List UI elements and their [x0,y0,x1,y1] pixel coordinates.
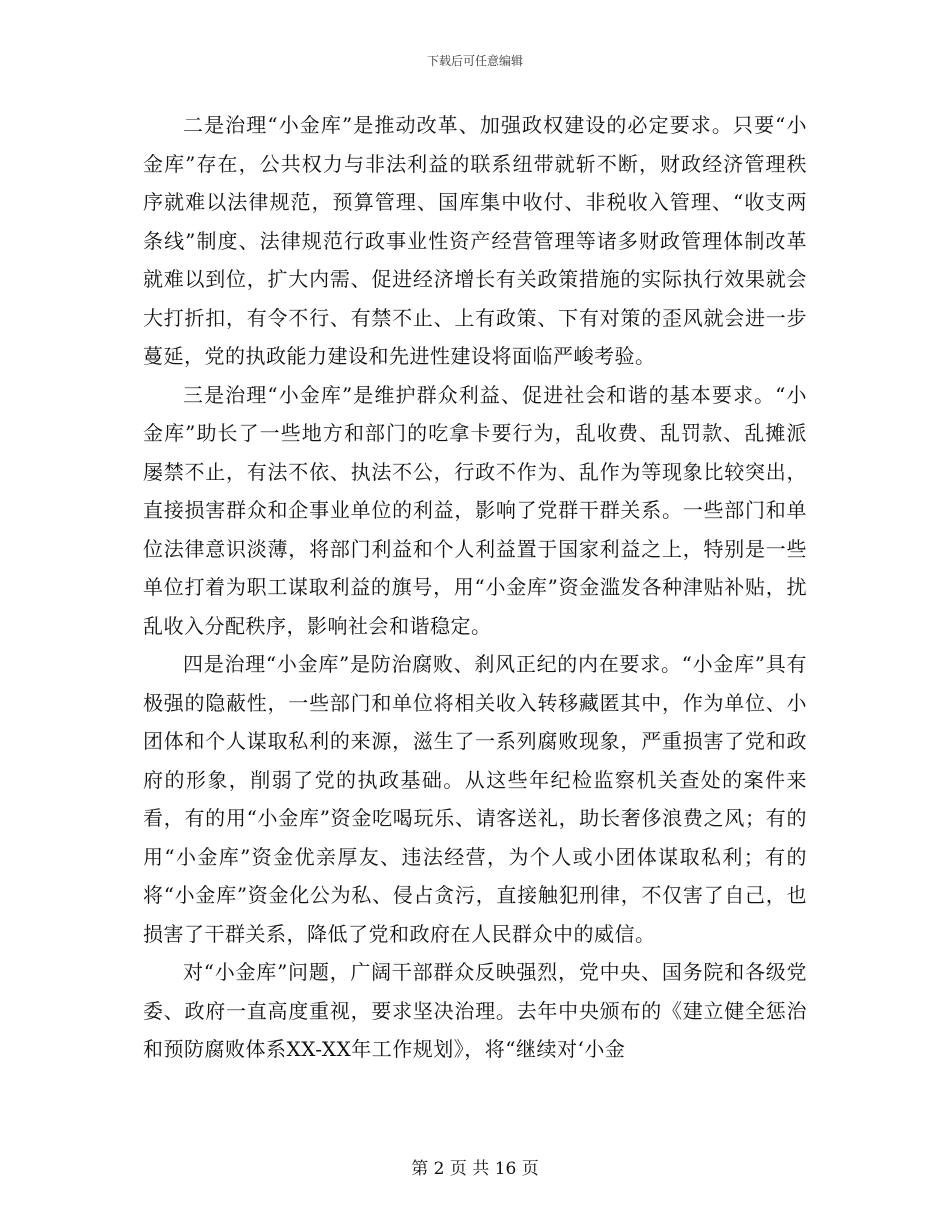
page-footer-number: 第 2 页 共 16 页 [411,1159,539,1179]
paragraph-5: 对“小金库”问题，广阔干部群众反映强烈，党中央、国务院和各级党委、政府一直高度重视，要求坚决治理。去年中央颁布的《建立健全惩治和预防腐败体系XX-XX年工作规划》，将“继续对‘小金 [143,960,807,1061]
page-header-note: 下载后可任意编辑 [426,54,523,68]
paragraph-2: 二是治理“小金库”是推动改革、加强政权建设的必定要求。只要“小金库”存在，公共权力与非法利益的联系纽带就斩不断，财政经济管理秩序就难以法律规范，预算管理、国库集中收付、非税收入管理、“收支两条线”制度、法律规范行政事业性资产经营管理等诸多财政管理体制改革就难以到位，扩大内需、促进经济增长有关政策措施的实际执行效果就会大打折扣，有令不行、有禁不止、上有政策、下有对策的歪风就会进一步蔓延，党的执政能力建设和先进性建设将面临严峻考验。 [143,113,807,368]
paragraph-4: 四是治理“小金库”是防治腐败、刹风正纪的内在要求。“小金库”具有极强的隐蔽性，一些部门和单位将相关收入转移藏匿其中，作为单位、小团体和个人谋取私利的来源，滋生了一系列腐败现象，严重损害了党和政府的形象，削弱了党的执政基础。从这些年纪检监察机关查处的案件来看，有的用“小金库”资金吃喝玩乐、请客送礼，助长奢侈浪费之风；有的用“小金库”资金优亲厚友、违法经营，为个人或小团体谋取私利；有的将“小金库”资金化公为私、侵占贪污，直接触犯刑律，不仅害了自己，也损害了干群关系，降低了党和政府在人民群众中的威信。 [143,652,807,946]
paragraph-3: 三是治理“小金库”是维护群众利益、促进社会和谐的基本要求。“小金库”助长了一些地方和部门的吃拿卡要行为，乱收费、乱罚款、乱摊派屡禁不止，有法不依、执法不公，行政不作为、乱作为等现象比较突出，直接损害群众和企事业单位的利益，影响了党群干群关系。一些部门和单位法律意识淡薄，将部门利益和个人利益置于国家利益之上，特别是一些单位打着为职工谋取利益的旗号，用“小金库”资金滥发各种津贴补贴，扰乱收入分配秩序，影响社会和谐稳定。 [143,382,807,638]
document-body [143,106,807,1069]
